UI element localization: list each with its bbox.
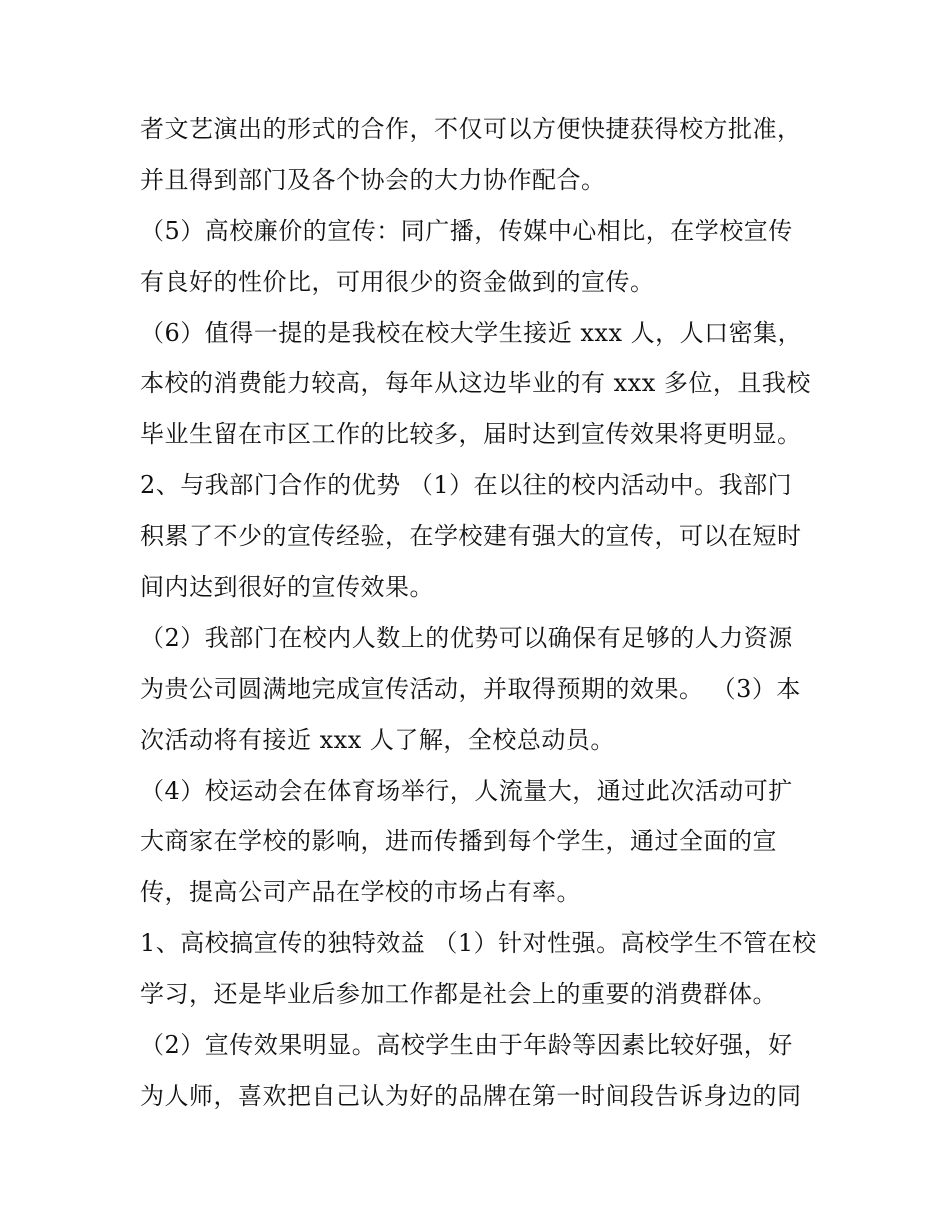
text-line: 1、高校搞宣传的独特效益 （1）针对性强。高校学生不管在校 (140, 929, 817, 958)
text-line: 为贵公司圆满地完成宣传活动，并取得预期的效果。 （3）本 (140, 674, 801, 703)
text-line: 2、与我部门合作的优势 （1）在以往的校内活动中。我部门 (140, 471, 793, 500)
text-line: 有良好的性价比，可用很少的资金做到的宣传。 (140, 267, 655, 296)
text-line: 传，提高公司产品在学校的市场占有率。 (140, 878, 581, 907)
text-line: （6）值得一提的是我校在校大学生接近 xxx 人，人口密集， (140, 318, 803, 347)
text-line: 为人师，喜欢把自己认为好的品牌在第一时间段告诉身边的同 (140, 1081, 802, 1110)
text-line: 次活动将有接近 xxx 人了解，全校总动员。 (140, 725, 615, 754)
text-line: （5）高校廉价的宣传：同广播，传媒中心相比，在学校宣传 (140, 216, 793, 245)
text-line: 大商家在学校的影响，进而传播到每个学生，通过全面的宣 (140, 827, 777, 856)
text-line: 学习，还是毕业后参加工作都是社会上的重要的消费群体。 (140, 980, 777, 1009)
text-line: （2）我部门在校内人数上的优势可以确保有足够的人力资源 (140, 623, 793, 652)
body-text (140, 104, 820, 1122)
text-line: （2）宣传效果明显。高校学生由于年龄等因素比较好强，好 (140, 1031, 793, 1060)
text-line: （4）校运动会在体育场举行，人流量大，通过此次活动可扩 (140, 776, 793, 805)
text-line: 并且得到部门及各个协会的大力协作配合。 (140, 165, 606, 194)
text-line: 者文艺演出的形式的合作，不仅可以方便快捷获得校方批准， (140, 115, 802, 143)
text-line: 积累了不少的宣传经验，在学校建有强大的宣传，可以在短时 (140, 522, 802, 551)
text-line: 间内达到很好的宣传效果。 (140, 573, 434, 602)
text-line: 毕业生留在市区工作的比较多，届时达到宣传效果将更明显。 (140, 420, 802, 449)
text-line: 本校的消费能力较高，每年从这边毕业的有 xxx 多位，且我校 (140, 369, 811, 398)
